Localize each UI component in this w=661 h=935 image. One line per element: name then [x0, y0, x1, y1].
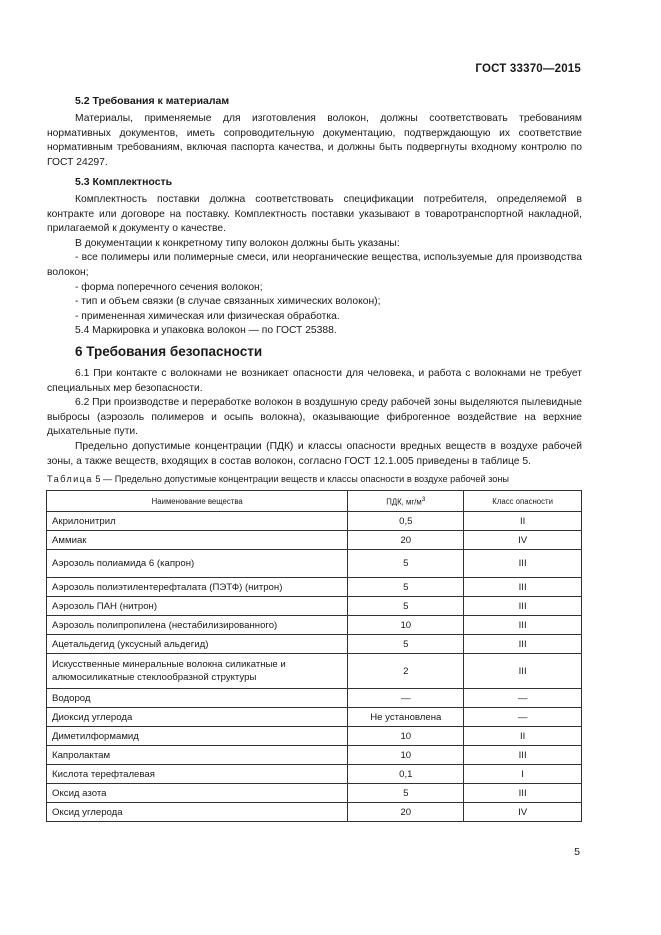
cell-hazard-class: I	[464, 765, 582, 784]
cell-substance: Искусственные минеральные волокна силикатные и алюмосиликатные стеклообразной структуры	[47, 654, 348, 689]
page-number: 5	[574, 846, 580, 858]
cell-substance: Диоксид углерода	[47, 708, 348, 727]
section-6-body	[47, 367, 582, 469]
cell-hazard-class: IV	[464, 531, 582, 550]
cell-pdk: 5	[348, 578, 464, 597]
table-row	[47, 578, 582, 597]
table-row	[47, 654, 582, 689]
paragraph: Предельно допустимые концентрации (ПДК) и классы опасности вредных веществ в воздухе рабочей зоны, а также веществ, входящих в состав волокон, согласно ГОСТ 12.1.005 приведены в таблице 5.	[47, 440, 582, 467]
cell-substance: Ацетальдегид (уксусный альдегид)	[47, 635, 348, 654]
cell-hazard-class: —	[464, 689, 582, 708]
cell-hazard-class: III	[464, 784, 582, 803]
table-row	[47, 512, 582, 531]
list-item: - все полимеры или полимерные смеси, или неорганические вещества, используемые для производства волокон;	[47, 252, 582, 278]
section-5-3-title: 5.3 Комплектность	[75, 176, 173, 188]
table-row	[47, 550, 582, 578]
paragraph: 6.2 При производстве и переработке волокон в воздушную среду рабочей зоны выделяются пылевидные выбросы (аэрозоль полимеров и осыпь волокна), оказывающие фиброгенное воздействие на верхние дыхательные пути.	[47, 397, 582, 438]
header-hazard-class: Класс опасности	[464, 491, 582, 512]
table-row	[47, 803, 582, 822]
table-row	[47, 616, 582, 635]
cell-substance: Аммиак	[47, 531, 348, 550]
table-caption	[47, 474, 509, 484]
section-5-2-body	[47, 112, 582, 170]
cell-pdk: 10	[348, 746, 464, 765]
cell-substance: Оксид углерода	[47, 803, 348, 822]
table-caption-text: 5 — Предельно допустимые концентрации веществ и классы опасности в воздухе рабочей зоны	[92, 474, 510, 484]
cell-hazard-class: II	[464, 512, 582, 531]
cell-substance: Аэрозоль ПАН (нитрон)	[47, 597, 348, 616]
cell-pdk: 20	[348, 531, 464, 550]
section-5-2-title: 5.2 Требования к материалам	[75, 95, 230, 107]
cell-pdk: 20	[348, 803, 464, 822]
cell-substance: Аэрозоль полипропилена (нестабилизированного)	[47, 616, 348, 635]
cell-pdk: 0,5	[348, 512, 464, 531]
cell-pdk: Не установлена	[348, 708, 464, 727]
table-row	[47, 689, 582, 708]
cell-pdk: 10	[348, 616, 464, 635]
list-item: - тип и объем связки (в случае связанных химических волокон);	[75, 296, 381, 308]
table-row	[47, 746, 582, 765]
section-5-3-body	[47, 193, 582, 339]
table-row	[47, 784, 582, 803]
cell-substance: Оксид азота	[47, 784, 348, 803]
cell-hazard-class: IV	[464, 803, 582, 822]
header-pdk	[348, 491, 464, 512]
table-row	[47, 531, 582, 550]
table-row	[47, 597, 582, 616]
cell-pdk: 5	[348, 635, 464, 654]
cell-hazard-class: II	[464, 727, 582, 746]
paragraph: Комплектность поставки должна соответствовать спецификации потребителя, определяемой в контракте или договоре на поставку. Комплектность поставки указывают в товаротранспортной накладной, прилагаемой к документу о качестве.	[47, 194, 582, 235]
cell-hazard-class: III	[464, 635, 582, 654]
cell-hazard-class: III	[464, 616, 582, 635]
cell-pdk: —	[348, 689, 464, 708]
cell-substance: Капролактам	[47, 746, 348, 765]
table-row	[47, 635, 582, 654]
cell-substance: Аэрозоль полиамида 6 (капрон)	[47, 550, 348, 578]
cell-hazard-class: III	[464, 597, 582, 616]
cell-hazard-class: —	[464, 708, 582, 727]
table-row	[47, 727, 582, 746]
cell-substance: Водород	[47, 689, 348, 708]
standard-number: ГОСТ 33370—2015	[475, 63, 581, 75]
cell-hazard-class: III	[464, 550, 582, 578]
cell-substance: Кислота терефталевая	[47, 765, 348, 784]
cell-pdk: 5	[348, 597, 464, 616]
hazard-table	[46, 490, 582, 822]
cell-hazard-class: III	[464, 578, 582, 597]
header-pdk-superscript: 3	[421, 495, 426, 503]
cell-substance: Акрилонитрил	[47, 512, 348, 531]
table-body	[47, 512, 582, 822]
table-row	[47, 765, 582, 784]
paragraph: Материалы, применяемые для изготовления волокон, должны соответствовать требованиям нормативных документов, иметь сопроводительную документацию, подтверждающую их соответствие нормативным требованиям, включая паспорта качества, и должны быть подвергнуты входному контролю по ГОСТ 24297.	[47, 113, 582, 168]
paragraph: 6.1 При контакте с волокнами не возникает опасности для человека, и работа с волокнами не требует специальных мер безопасности.	[47, 368, 582, 394]
cell-substance: Аэрозоль полиэтилентерефталата (ПЭТФ) (нитрон)	[47, 578, 348, 597]
cell-pdk: 5	[348, 550, 464, 578]
cell-pdk: 5	[348, 784, 464, 803]
cell-hazard-class: III	[464, 746, 582, 765]
table-row	[47, 708, 582, 727]
cell-hazard-class: III	[464, 654, 582, 689]
cell-pdk: 0,1	[348, 765, 464, 784]
paragraph: В документации к конкретному типу волокон должны быть указаны:	[75, 237, 400, 249]
cell-pdk: 10	[348, 727, 464, 746]
table-header-row	[47, 491, 582, 512]
table-caption-label: Таблица	[47, 474, 93, 484]
header-pdk-label: ПДК, мг/м	[386, 497, 422, 507]
section-6-title: 6 Требования безопасности	[75, 344, 263, 359]
cell-pdk: 2	[348, 654, 464, 689]
header-substance: Наименование вещества	[47, 491, 348, 512]
list-item: - форма поперечного сечения волокон;	[75, 281, 263, 293]
list-item: - примененная химическая или физическая обработка.	[75, 310, 340, 322]
paragraph: 5.4 Маркировка и упаковка волокон — по ГОСТ 25388.	[75, 325, 337, 337]
cell-substance: Диметилформамид	[47, 727, 348, 746]
